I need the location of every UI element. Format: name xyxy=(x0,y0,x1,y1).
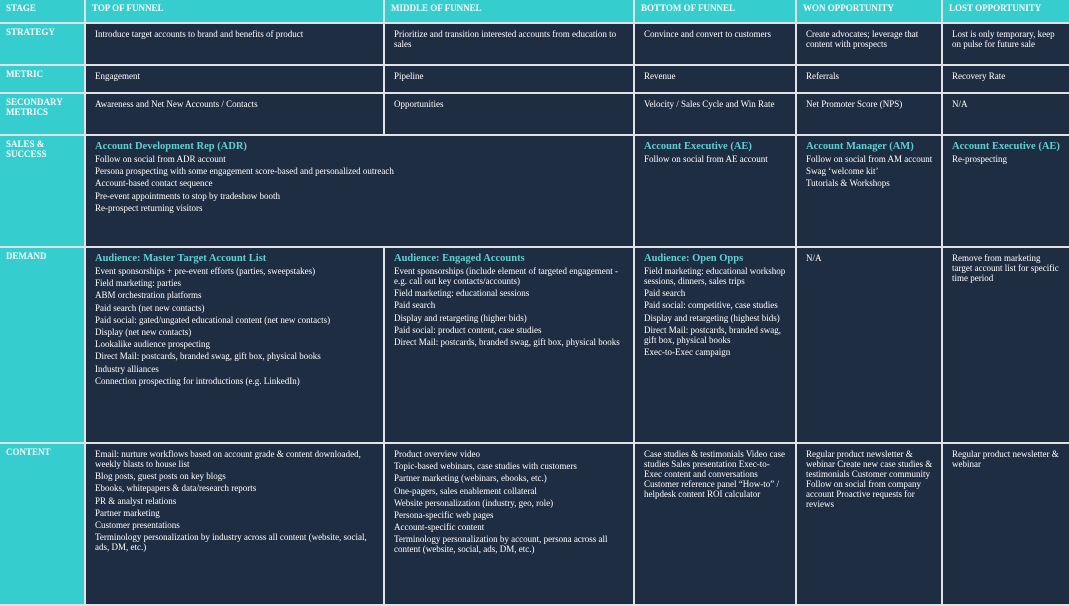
secondary-cell-won: Net Promoter Score (NPS) xyxy=(797,94,941,134)
list-item: Product overview video xyxy=(394,449,480,459)
strategy-row xyxy=(0,24,1069,64)
demand-cell-mofu xyxy=(385,248,633,442)
list-item: Account-based contact sequence xyxy=(95,178,213,189)
row-label-secondary-metrics: SECONDARY METRICS xyxy=(0,94,84,134)
list-item: Account-specific content xyxy=(394,522,485,533)
list-item: Paid search xyxy=(394,300,436,311)
list-item: Paid search xyxy=(644,288,686,299)
sales-success-row xyxy=(0,136,1069,246)
list-item: Topic-based webinars, case studies with customers xyxy=(394,461,577,472)
list-item: Event sponsorships + pre-event efforts (parties, sweepstakes) xyxy=(95,266,316,276)
list-item: Field marketing: parties xyxy=(95,278,181,289)
secondary-cell-mofu: Opportunities xyxy=(385,94,633,134)
list-item: Display (net new contacts) xyxy=(95,326,192,337)
list-item: ABM orchestration platforms xyxy=(95,290,202,301)
col-header-stage: STAGE xyxy=(0,0,84,22)
metric-cell-mofu: Pipeline xyxy=(385,66,633,92)
list-item: Follow on social from AE account xyxy=(644,154,768,164)
strategy-cell-won: Create advocates; leverage that content with prospects xyxy=(797,24,941,64)
list-item: Paid social: product content, case studies xyxy=(394,324,542,335)
list-item: Direct Mail: postcards, branded swag, gift box, physical books xyxy=(95,351,321,362)
col-header-lost-opportunity: LOST OPPORTUNITY xyxy=(943,0,1069,22)
content-cell-lost: Regular product newsletter & webinar xyxy=(943,444,1069,604)
row-label-sales-success: SALES & SUCCESS xyxy=(0,136,84,246)
row-label-metric: METRIC xyxy=(0,66,84,92)
sales-cell-lost xyxy=(943,136,1069,246)
metric-cell-lost: Recovery Rate xyxy=(943,66,1069,92)
list-item: Follow on social from AM account xyxy=(806,154,933,164)
list-item: Lookalike audience prospecting xyxy=(95,339,210,350)
list-item: Display and retargeting (highest bids) xyxy=(644,312,780,323)
list-item: Persona prospecting with some engagement score-based and personalized outreach xyxy=(95,166,394,177)
list-item: One-pagers, sales enablement collateral xyxy=(394,485,537,496)
strategy-cell-lost: Lost is only temporary, keep on pulse for future sale xyxy=(943,24,1069,64)
list-item: Terminology personalization by industry across all content (website, social, ads, DM, etc.) xyxy=(95,532,367,553)
strategy-cell-tofu: Introduce target accounts to brand and benefits of product xyxy=(86,24,383,64)
list-item: Pre-event appointments to stop by tradeshow booth xyxy=(95,190,280,201)
col-header-bottom-of-funnel: BOTTOM OF FUNNEL xyxy=(635,0,795,22)
content-cell-mofu xyxy=(385,444,633,604)
list-item: Event sponsorships (include element of targeted engagement - e.g. call out key contacts/accounts) xyxy=(394,266,619,287)
col-header-won-opportunity: WON OPPORTUNITY xyxy=(797,0,941,22)
secondary-cell-lost: N/A xyxy=(943,94,1069,134)
list-item: Follow on social from ADR account xyxy=(95,154,226,164)
row-label-demand: DEMAND xyxy=(0,248,84,442)
list-item: Partner marketing xyxy=(95,507,160,518)
list-item: Re-prospect returning visitors xyxy=(95,202,203,213)
metric-cell-bofu: Revenue xyxy=(635,66,795,92)
list-item: Website personalization (industry, geo, role) xyxy=(394,497,554,508)
list-item: Persona-specific web pages xyxy=(394,509,494,520)
content-cell-won: Regular product newsletter & webinar Create new case studies & testimonials Customer community Follow on social from company account Proactive requests for reviews xyxy=(797,444,941,604)
list-item: Partner marketing (webinars, ebooks, etc.) xyxy=(394,473,547,484)
secondary-cell-bofu: Velocity / Sales Cycle and Win Rate xyxy=(635,94,795,134)
sales-cell-adr xyxy=(86,136,633,246)
list-item: Industry alliances xyxy=(95,363,159,374)
list-item: Customer presentations xyxy=(95,520,180,531)
row-label-content: CONTENT xyxy=(0,444,84,604)
list-item: Ebooks, whitepapers & data/research reports xyxy=(95,483,257,494)
col-header-middle-of-funnel: MIDDLE OF FUNNEL xyxy=(385,0,633,22)
role-title-lost-ae: Account Executive (AE) xyxy=(952,141,1060,152)
list-item: Direct Mail: postcards, branded swag, gift box, physical books xyxy=(644,324,781,345)
list-item: Blog posts, guest posts on key blogs xyxy=(95,471,226,482)
metric-cell-tofu: Engagement xyxy=(86,66,383,92)
list-item: Paid social: competitive, case studies xyxy=(644,300,778,311)
demand-row xyxy=(0,248,1069,442)
list-item: Terminology personalization by account, persona across all content (website, social, ads, DM, etc.) xyxy=(394,534,608,555)
demand-cell-tofu xyxy=(86,248,383,442)
demand-cell-lost: Remove from marketing target account list for specific time period xyxy=(943,248,1069,442)
list-item: Re-prospecting xyxy=(952,154,1007,164)
demand-cell-bofu xyxy=(635,248,795,442)
sales-cell-am xyxy=(797,136,941,246)
list-item: Exec-to-Exec campaign xyxy=(644,347,731,358)
secondary-cell-tofu: Awareness and Net New Accounts / Contacts xyxy=(86,94,383,134)
list-item: Email: nurture workflows based on account grade & content downloaded, weekly blasts to house list xyxy=(95,449,361,470)
metric-cell-won: Referrals xyxy=(797,66,941,92)
header-row xyxy=(0,0,1069,22)
audience-title-open-opps: Audience: Open Opps xyxy=(644,253,744,264)
secondary-metrics-row xyxy=(0,94,1069,134)
metric-row xyxy=(0,66,1069,92)
list-item: Connection prospecting for introductions (e.g. LinkedIn) xyxy=(95,375,300,386)
list-item: Paid social: gated/ungated educational content (net new contacts) xyxy=(95,314,331,325)
audience-title-engaged: Audience: Engaged Accounts xyxy=(394,253,525,264)
strategy-cell-mofu: Prioritize and transition interested accounts from education to sales xyxy=(385,24,633,64)
content-row xyxy=(0,444,1069,604)
audience-title-master-target: Audience: Master Target Account List xyxy=(95,253,267,264)
list-item: Swag ‘welcome kit’ xyxy=(806,166,879,177)
demand-cell-won: N/A xyxy=(797,248,941,442)
strategy-cell-bofu: Convince and convert to customers xyxy=(635,24,795,64)
content-cell-tofu xyxy=(86,444,383,604)
list-item: Paid search (net new contacts) xyxy=(95,302,205,313)
content-cell-bofu: Case studies & testimonials Video case studies Sales presentation Exec-to-Exec content and conversations Customer reference panel “How-to” / helpdesk content ROI calculator xyxy=(635,444,795,604)
list-item: PR & analyst relations xyxy=(95,495,177,506)
list-item: Display and retargeting (higher bids) xyxy=(394,312,527,323)
col-header-top-of-funnel: TOP OF FUNNEL xyxy=(86,0,383,22)
list-item: Field marketing: educational sessions xyxy=(394,288,530,299)
role-title-adr: Account Development Rep (ADR) xyxy=(95,141,247,152)
role-title-am: Account Manager (AM) xyxy=(806,141,914,152)
role-title-ae: Account Executive (AE) xyxy=(644,141,752,152)
list-item: Field marketing: educational workshop sessions, dinners, sales trips xyxy=(644,266,786,287)
sales-cell-ae xyxy=(635,136,795,246)
list-item: Tutorials & Workshops xyxy=(806,178,890,189)
row-label-strategy: STRATEGY xyxy=(0,24,84,64)
list-item: Direct Mail: postcards, branded swag, gift box, physical books xyxy=(394,337,620,348)
